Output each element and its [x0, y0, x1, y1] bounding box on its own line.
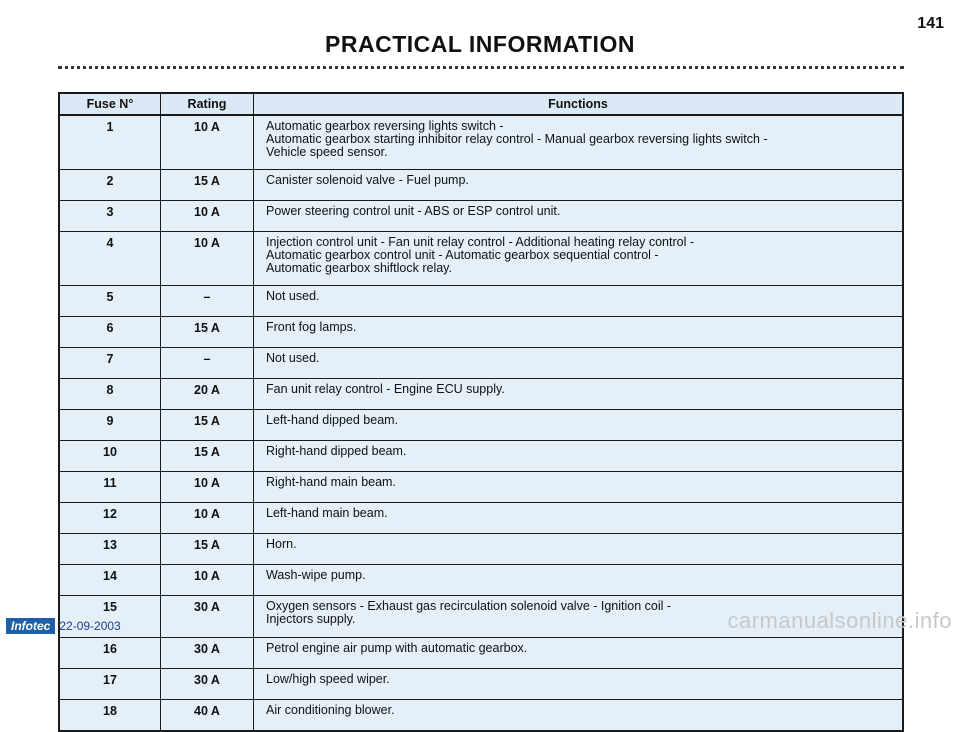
- table-header-row: [59, 93, 903, 115]
- fuse-number-cell: 6: [59, 317, 161, 348]
- page-title: PRACTICAL INFORMATION: [325, 31, 635, 57]
- dotted-divider: [58, 66, 904, 69]
- rating-cell: 15 A: [161, 534, 254, 565]
- fuse-number-cell: 3: [59, 201, 161, 232]
- table-row: [59, 503, 903, 534]
- fuse-number-cell: 13: [59, 534, 161, 565]
- functions-cell: Left-hand main beam.: [254, 503, 904, 534]
- table-row: [59, 115, 903, 170]
- functions-cell: Automatic gearbox reversing lights switch - Automatic gearbox starting inhibitor relay control - Manual gearbox reversing lights switch - Vehicle speed sensor.: [254, 115, 904, 170]
- table-row: [59, 565, 903, 596]
- rating-cell: –: [161, 348, 254, 379]
- functions-cell: Injection control unit - Fan unit relay control - Additional heating relay control - Automatic gearbox control unit - Automatic gearbox sequential control - Automatic gearbox shiftlock relay.: [254, 232, 904, 286]
- rating-cell: 10 A: [161, 472, 254, 503]
- table-row: [59, 170, 903, 201]
- table-row: [59, 534, 903, 565]
- page-number: 141: [917, 15, 944, 32]
- rating-cell: 10 A: [161, 565, 254, 596]
- rating-cell: 10 A: [161, 503, 254, 534]
- functions-cell: Not used.: [254, 348, 904, 379]
- table-row: [59, 472, 903, 503]
- header-fuse-number: Fuse N°: [59, 93, 161, 115]
- table-row: [59, 669, 903, 700]
- fuse-number-cell: 18: [59, 700, 161, 732]
- functions-cell: Oxygen sensors - Exhaust gas recirculation solenoid valve - Ignition coil - Injectors supply.: [254, 596, 904, 638]
- functions-cell: Horn.: [254, 534, 904, 565]
- table-row: [59, 379, 903, 410]
- functions-cell: Wash-wipe pump.: [254, 565, 904, 596]
- functions-cell: Front fog lamps.: [254, 317, 904, 348]
- fuse-number-cell: 5: [59, 286, 161, 317]
- fuse-number-cell: 9: [59, 410, 161, 441]
- fuse-number-cell: 16: [59, 638, 161, 669]
- rating-cell: 30 A: [161, 596, 254, 638]
- fuse-number-cell: 11: [59, 472, 161, 503]
- table-row: [59, 317, 903, 348]
- rating-cell: 30 A: [161, 669, 254, 700]
- fuse-number-cell: 4: [59, 232, 161, 286]
- table-row: [59, 348, 903, 379]
- fuse-number-cell: 10: [59, 441, 161, 472]
- footer-date: 22-09-2003: [59, 619, 121, 633]
- header-rating: Rating: [161, 93, 254, 115]
- table-row: [59, 700, 903, 732]
- functions-cell: Right-hand dipped beam.: [254, 441, 904, 472]
- fuse-number-cell: 14: [59, 565, 161, 596]
- rating-cell: 10 A: [161, 115, 254, 170]
- fuse-number-cell: 12: [59, 503, 161, 534]
- fuse-number-cell: 7: [59, 348, 161, 379]
- rating-cell: 15 A: [161, 441, 254, 472]
- rating-cell: 40 A: [161, 700, 254, 732]
- fuse-number-cell: 15: [59, 596, 161, 638]
- functions-cell: Fan unit relay control - Engine ECU supply.: [254, 379, 904, 410]
- functions-cell: Power steering control unit - ABS or ESP control unit.: [254, 201, 904, 232]
- fuse-number-cell: 17: [59, 669, 161, 700]
- header-functions: Functions: [254, 93, 904, 115]
- rating-cell: 10 A: [161, 232, 254, 286]
- functions-cell: Air conditioning blower.: [254, 700, 904, 732]
- functions-cell: Right-hand main beam.: [254, 472, 904, 503]
- watermark: carmanualsonline.info: [727, 608, 952, 633]
- rating-cell: 20 A: [161, 379, 254, 410]
- fuse-table: [58, 92, 904, 732]
- functions-cell: Low/high speed wiper.: [254, 669, 904, 700]
- footer: [0, 618, 121, 634]
- table-row: [59, 201, 903, 232]
- functions-cell: Petrol engine air pump with automatic gearbox.: [254, 638, 904, 669]
- rating-cell: 10 A: [161, 201, 254, 232]
- table-row: [59, 441, 903, 472]
- fuse-number-cell: 2: [59, 170, 161, 201]
- functions-cell: Canister solenoid valve - Fuel pump.: [254, 170, 904, 201]
- functions-cell: Left-hand dipped beam.: [254, 410, 904, 441]
- table-row: [59, 232, 903, 286]
- table-row: [59, 410, 903, 441]
- infotec-logo: Infotec: [6, 618, 55, 634]
- functions-cell: Not used.: [254, 286, 904, 317]
- rating-cell: 30 A: [161, 638, 254, 669]
- rating-cell: –: [161, 286, 254, 317]
- fuse-number-cell: 1: [59, 115, 161, 170]
- table-row: [59, 286, 903, 317]
- rating-cell: 15 A: [161, 317, 254, 348]
- table-row: [59, 638, 903, 669]
- rating-cell: 15 A: [161, 170, 254, 201]
- rating-cell: 15 A: [161, 410, 254, 441]
- fuse-number-cell: 8: [59, 379, 161, 410]
